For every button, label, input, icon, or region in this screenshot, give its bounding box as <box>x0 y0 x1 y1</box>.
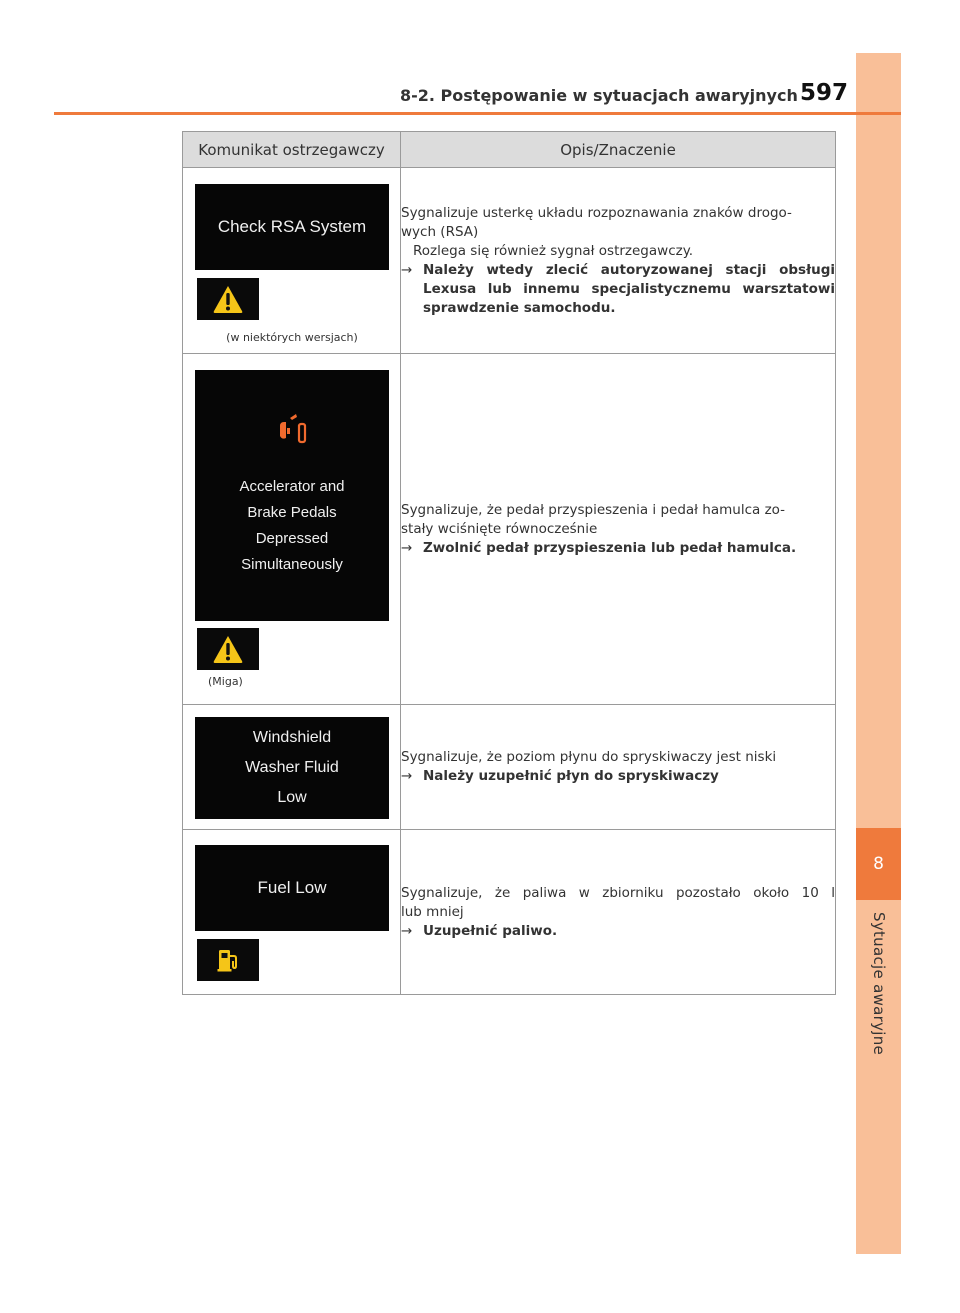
screen-text: Fuel Low <box>257 878 327 897</box>
action-text <box>401 539 835 558</box>
action-label: Uzupełnić paliwo. <box>423 922 558 939</box>
message-cell <box>183 354 401 705</box>
action-text <box>401 767 835 786</box>
screen-text: Accelerator and <box>239 478 345 495</box>
description-text: Sygnalizuje, że pedał przyspieszenia i pedał hamulca zo- <box>401 501 786 518</box>
chapter-label: Sytuacje awaryjne <box>870 912 888 1056</box>
message-cell <box>183 168 401 354</box>
variant-note: (w niektórych wersjach) <box>226 331 358 344</box>
message-cell <box>183 830 401 995</box>
warning-triangle-icon <box>212 634 244 664</box>
column-header-description: Opis/Znaczenie <box>401 132 836 168</box>
pedals-warning-icon <box>272 414 312 450</box>
action-label: Zwolnić pedał przyspieszenia lub pedał hamulca. <box>423 539 797 556</box>
description-cell <box>401 168 836 354</box>
description-cell <box>401 354 836 705</box>
description-cell <box>401 705 836 830</box>
screen-text: Washer Fluid <box>245 759 339 776</box>
action-text <box>401 261 835 318</box>
description-text: Sygnalizuje usterkę układu rozpoznawania znaków drogo- <box>401 204 792 221</box>
screen-text: Low <box>277 789 307 806</box>
screen-text: Windshield <box>252 729 332 746</box>
screen-text: Check RSA System <box>217 217 367 236</box>
warning-messages-table <box>182 131 836 995</box>
indicator-lamp <box>197 278 259 320</box>
arrow-icon: → <box>401 261 413 278</box>
arrow-icon: → <box>401 922 413 939</box>
page-number: 597 <box>800 80 849 106</box>
table-row <box>183 354 836 705</box>
lamp-note: (Miga) <box>208 675 243 688</box>
action-label: Należy uzupełnić płyn do spryskiwaczy <box>423 768 719 784</box>
section-title: 8-2. Postępowanie w sytuacjach awaryjnych <box>400 86 798 105</box>
column-header-message: Komunikat ostrzegawczy <box>183 132 401 168</box>
table-row <box>183 168 836 354</box>
fuel-pump-icon <box>215 947 241 973</box>
description-text: Sygnalizuje, że poziom płynu do spryskiwaczy jest niski <box>401 749 777 765</box>
action-text <box>401 922 835 941</box>
indicator-lamp <box>197 939 259 981</box>
screen-text: Depressed <box>255 530 329 547</box>
description-text: lub mniej <box>401 903 464 920</box>
description-note: Rozlega się również sygnał ostrzegawczy. <box>413 242 694 259</box>
display-screen-rsa <box>195 184 389 270</box>
warning-triangle-icon <box>212 284 244 314</box>
arrow-icon: → <box>401 539 413 556</box>
action-label: Należy wtedy zlecić autoryzowanej stacji obsługi Lexusa lub innemu specjalistycznemu warsztatowi sprawdzenie samochodu. <box>423 261 835 316</box>
description-text: wych (RSA) <box>401 223 479 240</box>
display-screen-pedals <box>195 370 389 621</box>
display-screen-washer <box>195 717 389 819</box>
message-cell <box>183 705 401 830</box>
chapter-sidebar <box>856 53 901 1254</box>
header-rule <box>54 112 901 115</box>
arrow-icon: → <box>401 768 413 784</box>
display-screen-fuel <box>195 845 389 931</box>
table-row <box>183 830 836 995</box>
table-header-row <box>183 132 836 168</box>
description-text: stały wciśnięte równocześnie <box>401 520 598 537</box>
table-row <box>183 705 836 830</box>
chapter-number-tab: 8 <box>856 828 901 900</box>
description-cell <box>401 830 836 995</box>
screen-text: Simultaneously <box>241 556 343 573</box>
indicator-lamp <box>197 628 259 670</box>
description-text: Sygnalizuje, że paliwa w zbiorniku pozostało około 10 l <box>401 884 835 901</box>
screen-text: Brake Pedals <box>247 504 337 521</box>
